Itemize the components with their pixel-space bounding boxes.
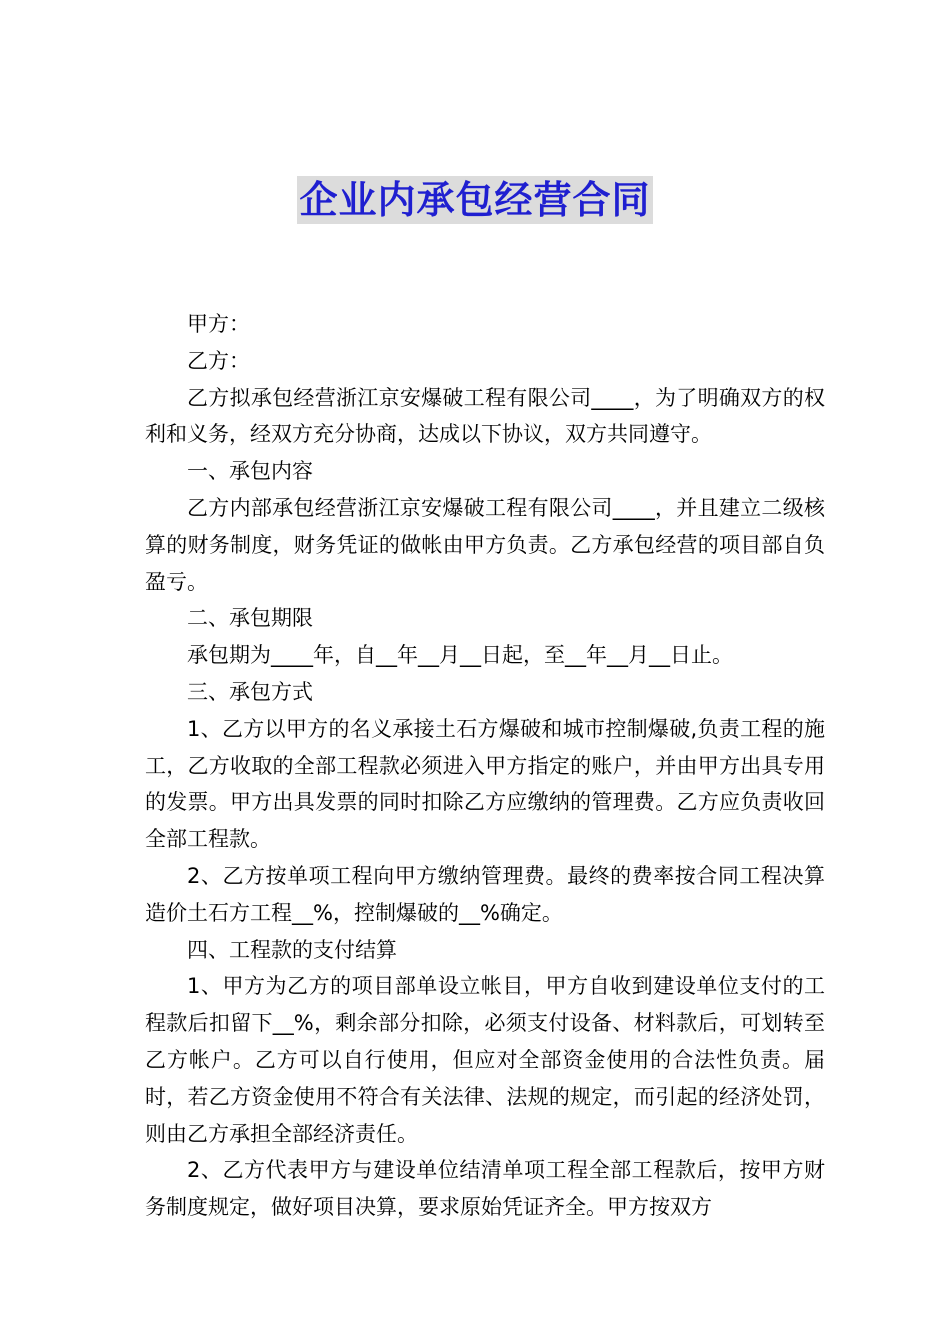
section-4-item-2: 2、乙方代表甲方与建设单位结清单项工程全部工程款后，按甲方财务制度规定，做好项目决算，要求原始凭证齐全。甲方按双方 xyxy=(145,1158,825,1220)
document-body xyxy=(145,306,825,1226)
section-heading-1: 一、承包内容 xyxy=(187,459,313,484)
section-1-paragraph: 乙方内部承包经营浙江京安爆破工程有限公司____，并且建立二级核算的财务制度，财务凭证的做帐由甲方负责。乙方承包经营的项目部自负盈亏。 xyxy=(145,495,825,594)
party-b-line: 乙方： xyxy=(187,348,250,373)
party-a-line: 甲方： xyxy=(187,312,250,336)
section-3-item-2: 2、乙方按单项工程向甲方缴纳管理费。最终的费率按合同工程决算造价土石方工程__%，控制爆破的__%确定。 xyxy=(145,863,825,925)
section-heading-3: 三、承包方式 xyxy=(187,679,313,704)
preamble-paragraph: 乙方拟承包经营浙江京安爆破工程有限公司____，为了明确双方的权利和义务，经双方充分协商，达成以下协议，双方共同遵守。 xyxy=(145,385,825,447)
section-heading-2: 二、承包期限 xyxy=(187,606,313,631)
document-title: 企业内承包经营合同 xyxy=(299,178,651,222)
title-container xyxy=(0,176,950,224)
section-3-item-1: 1、乙方以甲方的名义承接土石方爆破和城市控制爆破,负责工程的施工，乙方收取的全部工程款必须进入甲方指定的账户，并由甲方出具专用的发票。甲方出具发票的同时扣除乙方应缴纳的管理费。乙方应负责收回全部工程款。 xyxy=(145,716,825,852)
section-4-item-1: 1、甲方为乙方的项目部单设立帐目，甲方自收到建设单位支付的工程款后扣留下__%，剩余部分扣除，必须支付设备、材料款后，可划转至乙方帐户。乙方可以自行使用，但应对全部资金使用的合法性负责。届时，若乙方资金使用不符合有关法律、法规的规定，而引起的经济处罚，则由乙方承担全部经济责任。 xyxy=(145,974,825,1146)
section-2-paragraph: 承包期为____年，自__年__月__日起，至__年__月__日止。 xyxy=(187,643,733,668)
section-heading-4: 四、工程款的支付结算 xyxy=(187,937,397,962)
